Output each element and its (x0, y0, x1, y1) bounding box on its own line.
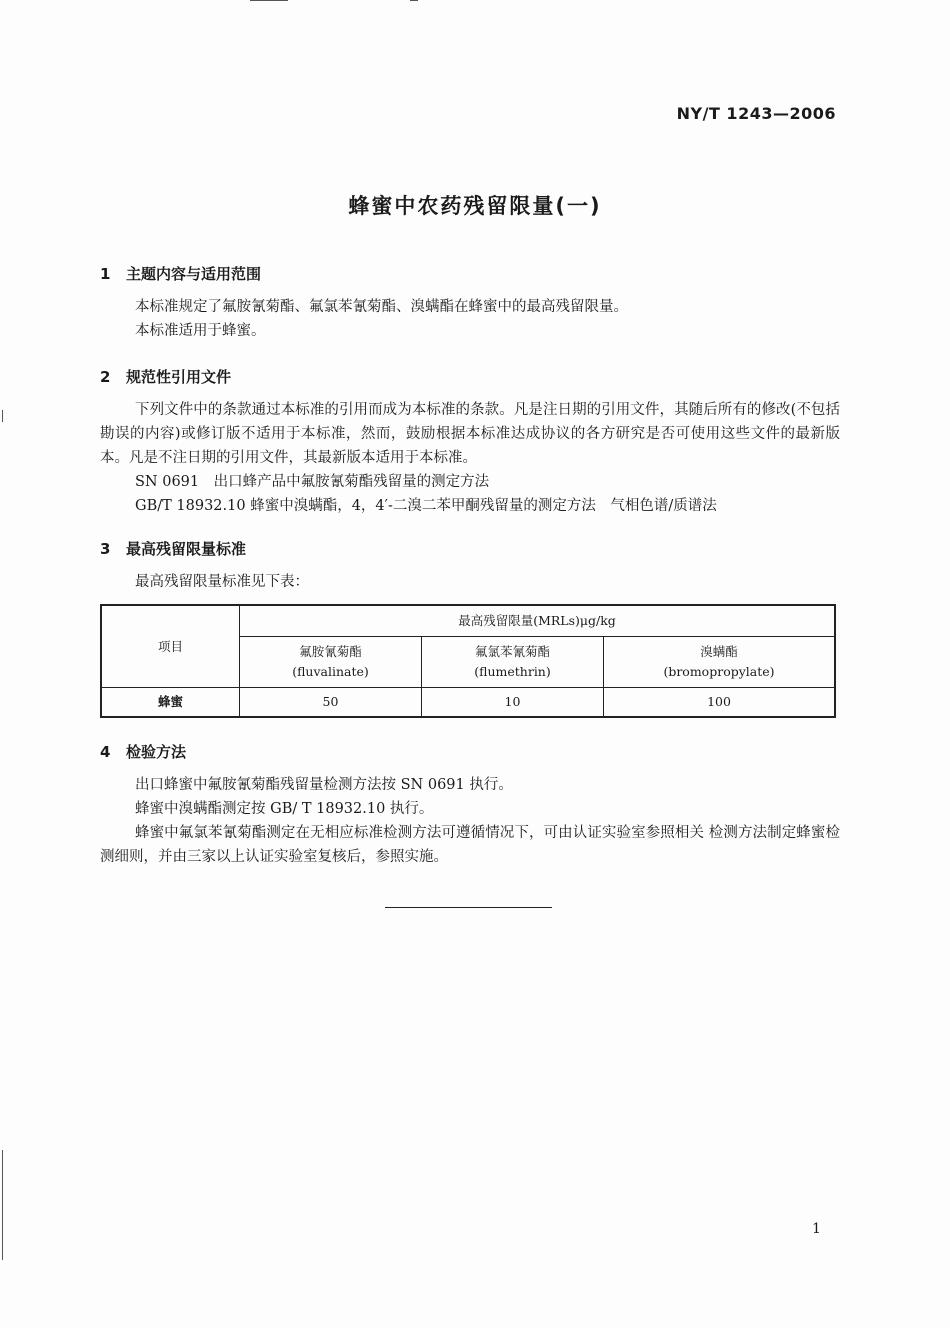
paragraph: 最高残留限量标准见下表： (135, 574, 309, 590)
section-3 (100, 538, 840, 594)
section-2 (100, 366, 840, 518)
row-item: 蜂蜜 (101, 688, 240, 718)
section-heading (100, 741, 840, 763)
section-title: 规范性引用文件 (126, 368, 232, 386)
reference-item: GB/T 18932.10 蜂蜜中溴螨酯，4，4′-二溴二苯甲酮残留量的测定方法 气相色谱/质谱法 (135, 498, 717, 514)
section-1 (100, 263, 840, 343)
column-name-en: (flumethrin) (474, 664, 551, 679)
scan-artifact (410, 0, 418, 1)
table-group-header: 最高残留限量(MRLs)μg/kg (240, 605, 836, 637)
column-name-en: (bromopropylate) (663, 664, 775, 679)
reference-item: SN 0691 出口蜂产品中氟胺氰菊酯残留量的测定方法 (135, 474, 490, 490)
table-column-header (422, 637, 604, 688)
table-column-header (604, 637, 836, 688)
paragraph: 蜂蜜中溴螨酯测定按 GB/ T 18932.10 执行。 (135, 801, 434, 817)
paragraph: 下列文件中的条款通过本标准的引用而成为本标准的条款。凡是注日期的引用文件，其随后所有的修改(不包括勘误的内容)或修订版不适用于本标准，然而，鼓励根据本标准达成协议的各方研究是否可使用这些文件的最新版本。凡是不注日期的引用文件，其最新版本适用于本标准。 (100, 402, 840, 466)
paragraph: 出口蜂蜜中氟胺氰菊酯残留量检测方法按 SN 0691 执行。 (135, 777, 513, 793)
document-title: 蜂蜜中农药残留限量(一) (348, 194, 602, 218)
table-column-header (240, 637, 422, 688)
section-heading (100, 538, 840, 560)
section-4 (100, 741, 840, 869)
section-number: 3 (100, 540, 111, 558)
scan-artifact (2, 410, 3, 422)
section-heading (100, 263, 840, 285)
column-name-cn: 氟胺氰菊酯 (299, 644, 362, 659)
section-title: 检验方法 (126, 743, 187, 761)
table-header-item: 项目 (101, 605, 240, 688)
paragraph: 蜂蜜中氟氯苯氰菊酯测定在无相应标准检测方法可遵循情况下，可由认证实验室参照相关 检测方法制定蜂蜜检测细则，并由三家以上认证实验室复核后，参照实施。 (100, 825, 840, 865)
paragraph: 本标准规定了氟胺氰菊酯、氟氯苯氰菊酯、溴螨酯在蜂蜜中的最高残留限量。 (135, 299, 628, 315)
page-number: 1 (812, 1221, 821, 1237)
standard-code: NY/T 1243—2006 (676, 104, 836, 123)
column-name-cn: 溴螨酯 (700, 644, 738, 659)
table-cell: 50 (240, 688, 422, 718)
scan-artifact (2, 1150, 3, 1260)
section-number: 2 (100, 368, 111, 386)
table-cell: 100 (604, 688, 836, 718)
paragraph: 本标准适用于蜂蜜。 (135, 323, 266, 339)
section-number: 4 (100, 743, 111, 761)
section-title: 最高残留限量标准 (126, 540, 247, 558)
table-row (101, 688, 835, 718)
end-rule (385, 907, 552, 908)
column-name-en: (fluvalinate) (292, 664, 369, 679)
mrl-table (100, 604, 836, 718)
table-cell: 10 (422, 688, 604, 718)
column-name-cn: 氟氯苯氰菊酯 (474, 644, 550, 659)
section-heading (100, 366, 840, 388)
section-number: 1 (100, 265, 111, 283)
scan-artifact (250, 0, 288, 1)
section-title: 主题内容与适用范围 (126, 265, 262, 283)
